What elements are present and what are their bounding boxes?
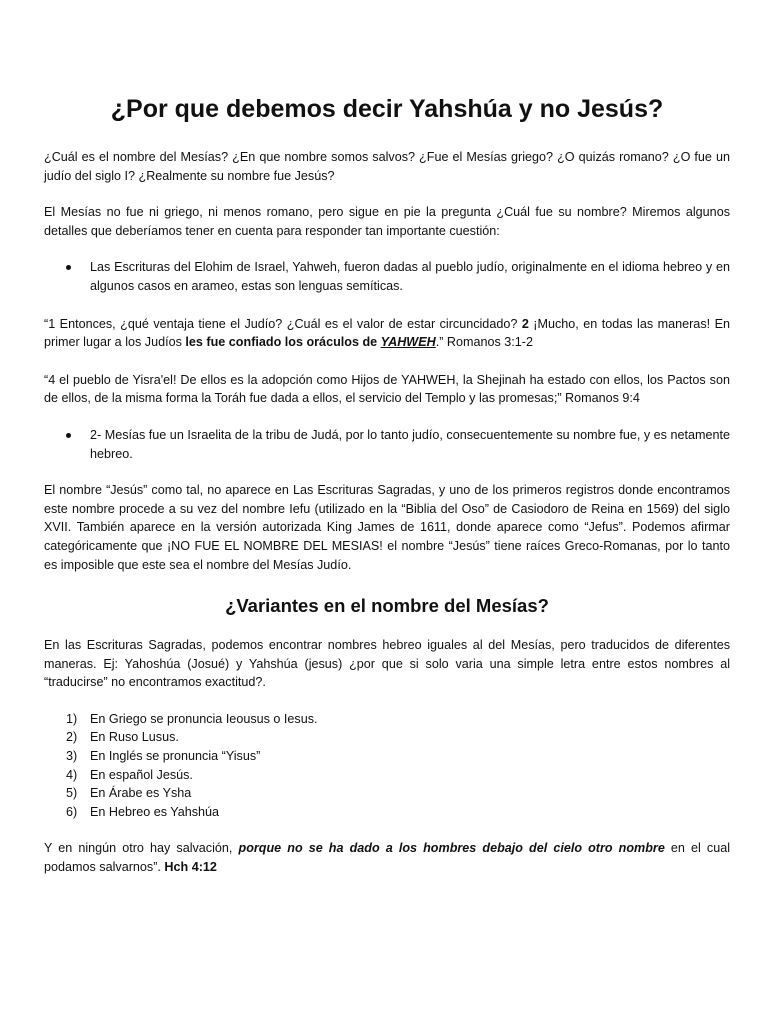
quote-romanos-9: “4 el pueblo de Yisra'el! De ellos es la adopción como Hijos de YAHWEH, la Shejinah ha estado con ellos, los Pactos son de ellos, de la misma forma la Toráh fue dada a ellos, el servicio del Templo y las promesas;” Romanos 9:4 (44, 372, 730, 406)
list-item (44, 803, 730, 822)
bullet-text: Las Escrituras del Elohim de Israel, Yahweh, fueron dadas al pueblo judío, originalmente en el idioma hebreo y en algunos casos en arameo, estas son lenguas semíticas. (90, 260, 730, 293)
list-item (44, 747, 730, 766)
quote-text: “1 Entonces, ¿qué ventaja tiene el Judío? ¿Cuál es el valor de estar circuncidado? (44, 316, 522, 331)
closing-paragraph (44, 839, 730, 876)
verse-number: 2 (521, 316, 529, 331)
bullet-list-1 (44, 258, 730, 295)
bullet-text: 2- Mesías fue un Israelita de la tribu de Judá, por lo tanto judío, consecuentemente su nombre fue, y es netamente hebreo. (90, 427, 730, 461)
variants-list (44, 710, 730, 822)
list-item (44, 426, 730, 463)
list-item-text: En Árabe es Ysha (90, 786, 192, 801)
list-number: 2) (66, 730, 78, 745)
closing-italic-text: porque no se ha dado a los hombres debajo del cielo otro nombre (238, 841, 665, 856)
list-item (44, 728, 730, 747)
list-item-text: En Ruso Lusus. (90, 730, 179, 745)
list-item-text: En español Jesús. (90, 767, 193, 782)
jesus-name-paragraph: El nombre “Jesús” como tal, no aparece en Las Escrituras Sagradas, y uno de los primeros registros donde encontramos este nombre procede a su vez del nombre Iefu (utilizado en la “Biblia del Oso” de Casiodoro de Reina en 1569) del siglo XVII. También aparece en la versión autorizada King James de 1611, donde aparece como “Jefus”. Podemos afirmar categóricamente que ¡NO FUE EL NOMBRE DEL MESIAS! el nombre “Jesús” tiene raíces Greco-Romanas, por lo tanto es imposible que este sea el nombre del Mesías Judío. (44, 483, 730, 572)
quote-bold-text: les fue confiado los oráculos de (185, 335, 381, 350)
list-item (44, 710, 730, 729)
closing-reference: Hch 4:12 (164, 860, 217, 875)
section-subtitle: ¿Variantes en el nombre del Mesías? (225, 595, 549, 617)
second-paragraph: El Mesías no fue ni griego, ni menos romano, pero sigue en pie la pregunta ¿Cuál fue su nombre? Miremos algunos detalles que deberíamos tener en cuenta para responder tan importante cuestión: (44, 205, 730, 238)
list-item (44, 784, 730, 803)
quote-text: ¡Mucho, en todas las maneras! En primer lugar a los Judíos (44, 316, 730, 350)
list-item (44, 258, 730, 295)
list-number: 6) (66, 804, 78, 819)
bullet-dot-icon (66, 265, 71, 270)
closing-text: en el cual podamos salvarnos”. (44, 841, 730, 875)
yahweh-emphasis: YAHWEH (380, 335, 436, 350)
list-number: 4) (66, 767, 78, 782)
variants-paragraph: En las Escrituras Sagradas, podemos encontrar nombres hebreo iguales al del Mesías, pero traducidos de diferentes maneras. Ej: Yahoshúa (Josué) y Yahshúa (jesus) ¿por que si solo varia una simple letra entre estos nombres al “traducirse” no encontramos exactitud?. (44, 638, 730, 690)
intro-paragraph: ¿Cuál es el nombre del Mesías? ¿En que nombre somos salvos? ¿Fue el Mesías griego? ¿O quizás romano? ¿O fue un judío del siglo I? ¿Realmente su nombre fue Jesús? (44, 150, 730, 183)
quote-romanos-3 (44, 315, 730, 352)
bullet-list-2 (44, 426, 730, 463)
closing-text: Y en ningún otro hay salvación, (44, 841, 239, 856)
list-item-text: En Inglés se pronuncia “Yisus” (90, 749, 261, 764)
list-number: 1) (66, 711, 78, 726)
list-number: 5) (66, 786, 78, 801)
list-number: 3) (66, 749, 78, 764)
list-item (44, 766, 730, 785)
list-item-text: En Hebreo es Yahshúa (90, 804, 220, 819)
bullet-dot-icon (66, 433, 71, 438)
quote-reference: .” Romanos 3:1-2 (435, 335, 533, 350)
list-item-text: En Griego se pronuncia Ieousus o Iesus. (90, 711, 318, 726)
page-title: ¿Por que debemos decir Yahshúa y no Jesús? (110, 95, 664, 123)
